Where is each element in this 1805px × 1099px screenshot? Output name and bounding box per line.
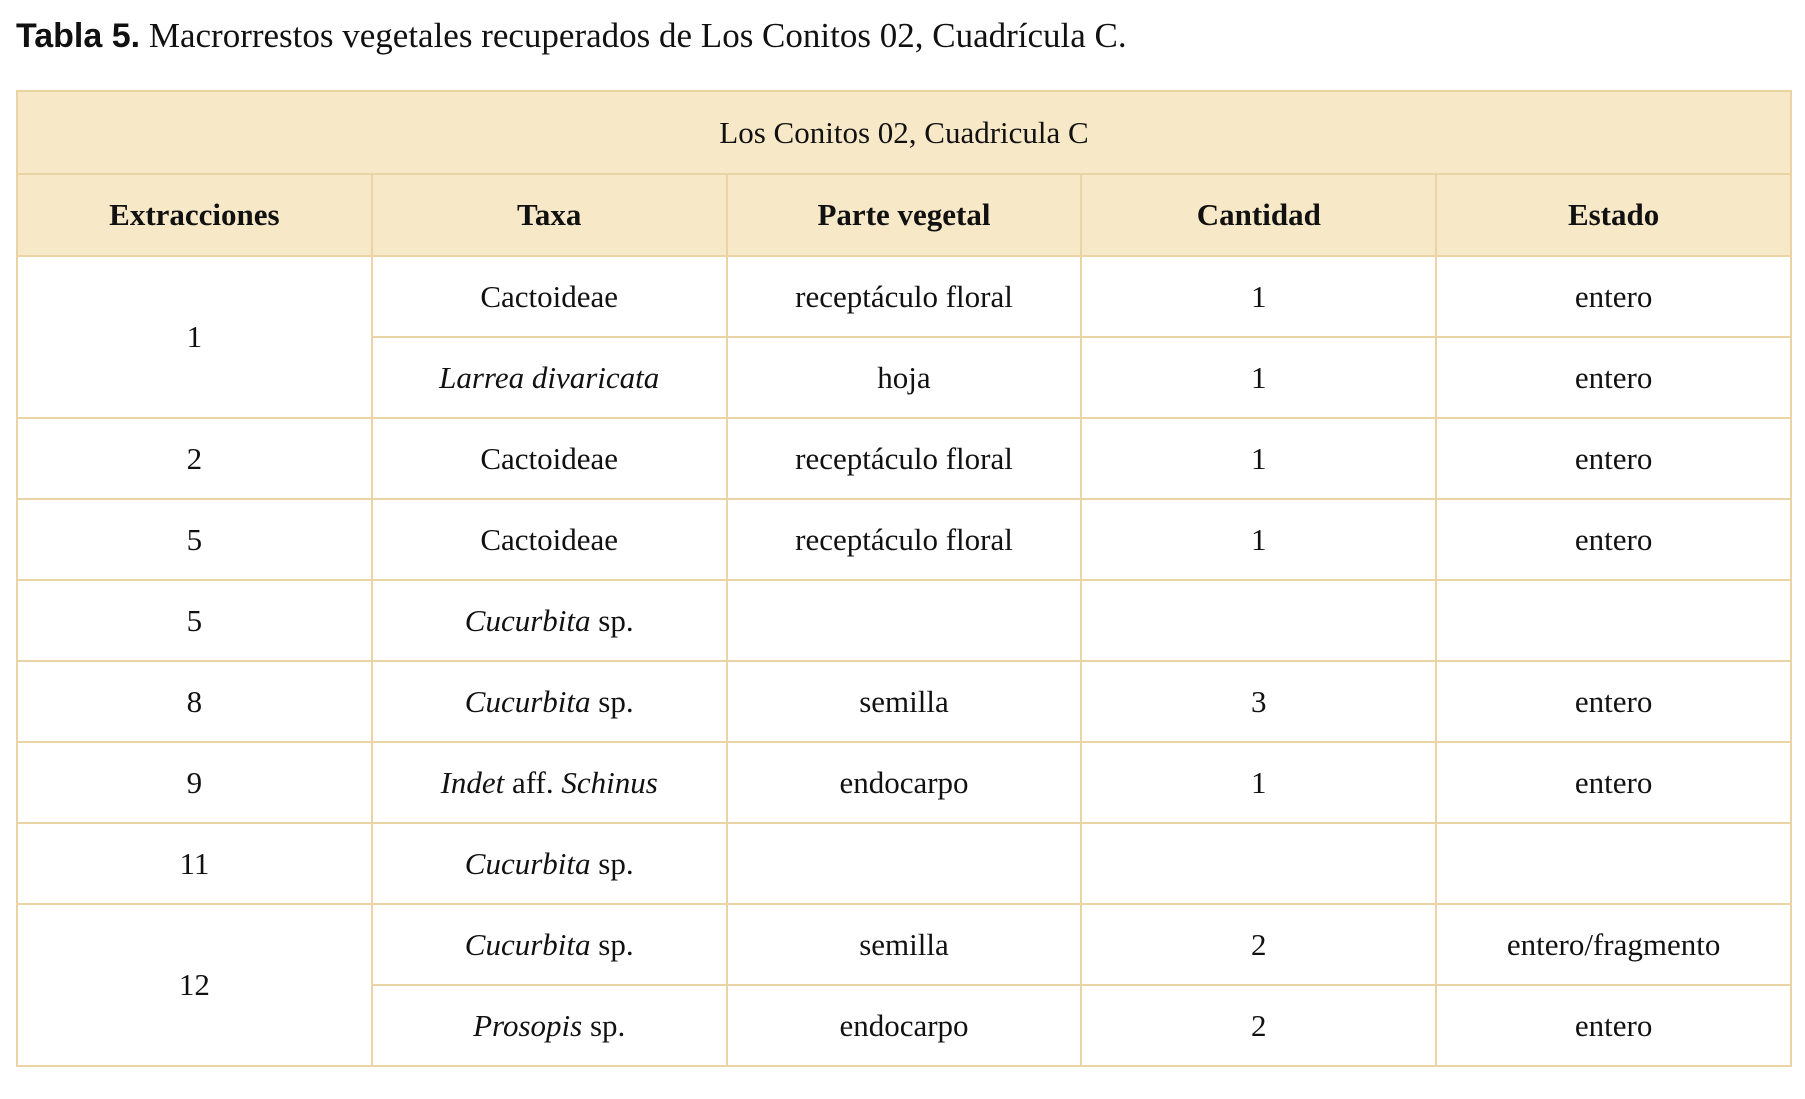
taxa-italic: Cucurbita (464, 683, 591, 719)
cell-extraccion: 11 (17, 823, 372, 904)
cell-taxa (372, 904, 727, 985)
table-row (17, 580, 1791, 661)
cell-estado: entero (1436, 418, 1791, 499)
taxa-italic: Cucurbita (464, 845, 591, 881)
caption-label: Tabla 5. (16, 17, 141, 55)
taxa-plain: sp. (590, 683, 634, 719)
cell-extraccion: 1 (17, 256, 372, 418)
taxa-italic-genus: Schinus (561, 764, 658, 800)
taxa-plain: Cactoideae (480, 278, 619, 314)
cell-cantidad: 1 (1081, 742, 1436, 823)
cell-extraccion: 8 (17, 661, 372, 742)
table-row (17, 904, 1791, 985)
taxa-italic: Prosopis (473, 1007, 583, 1043)
cell-taxa (372, 823, 727, 904)
cell-cantidad: 1 (1081, 418, 1436, 499)
cell-extraccion: 5 (17, 580, 372, 661)
table-row (17, 418, 1791, 499)
cell-extraccion: 2 (17, 418, 372, 499)
table-row (17, 256, 1791, 337)
cell-extraccion: 5 (17, 499, 372, 580)
cell-taxa (372, 580, 727, 661)
cell-estado: entero (1436, 985, 1791, 1066)
taxa-plain: sp. (590, 845, 634, 881)
cell-parte-vegetal: semilla (727, 661, 1082, 742)
cell-taxa (372, 337, 727, 418)
cell-taxa (372, 256, 727, 337)
cell-cantidad: 1 (1081, 337, 1436, 418)
cell-cantidad (1081, 580, 1436, 661)
cell-parte-vegetal (727, 580, 1082, 661)
cell-cantidad: 1 (1081, 499, 1436, 580)
cell-taxa (372, 418, 727, 499)
taxa-plain: aff. (504, 764, 562, 800)
cell-estado (1436, 823, 1791, 904)
taxa-plain: sp. (590, 602, 634, 638)
taxa-italic: Indet (440, 764, 505, 800)
cell-estado: entero (1436, 256, 1791, 337)
column-header-taxa: Taxa (372, 174, 727, 256)
cell-cantidad: 2 (1081, 904, 1436, 985)
cell-cantidad: 1 (1081, 256, 1436, 337)
cell-taxa (372, 499, 727, 580)
table-row (17, 661, 1791, 742)
cell-extraccion: 9 (17, 742, 372, 823)
cell-parte-vegetal: endocarpo (727, 742, 1082, 823)
caption-text: Macrorrestos vegetales recuperados de Los Conitos 02, Cuadrícula C. (140, 16, 1127, 55)
cell-parte-vegetal (727, 823, 1082, 904)
cell-estado: entero (1436, 499, 1791, 580)
cell-taxa (372, 985, 727, 1066)
cell-parte-vegetal: endocarpo (727, 985, 1082, 1066)
cell-estado: entero (1436, 742, 1791, 823)
cell-estado (1436, 580, 1791, 661)
taxa-plain: Cactoideae (480, 440, 619, 476)
column-header-cantidad: Cantidad (1081, 174, 1436, 256)
table-row (17, 742, 1791, 823)
cell-parte-vegetal: receptáculo floral (727, 256, 1082, 337)
cell-estado: entero (1436, 661, 1791, 742)
taxa-plain: sp. (590, 926, 634, 962)
taxa-italic: Larrea divaricata (439, 359, 660, 395)
table-group-header: Los Conitos 02, Cuadricula C (17, 91, 1791, 174)
table-row (17, 499, 1791, 580)
table-caption (16, 12, 1127, 60)
taxa-plain: sp. (582, 1007, 626, 1043)
cell-parte-vegetal: receptáculo floral (727, 499, 1082, 580)
cell-taxa (372, 661, 727, 742)
cell-parte-vegetal: receptáculo floral (727, 418, 1082, 499)
cell-estado: entero/fragmento (1436, 904, 1791, 985)
cell-taxa (372, 742, 727, 823)
table-row (17, 823, 1791, 904)
taxa-plain: Cactoideae (480, 521, 619, 557)
taxa-italic: Cucurbita (464, 602, 591, 638)
column-header-extracciones: Extracciones (17, 174, 372, 256)
column-header-parte-vegetal: Parte vegetal (727, 174, 1082, 256)
cell-extraccion: 12 (17, 904, 372, 1066)
column-header-estado: Estado (1436, 174, 1791, 256)
cell-cantidad: 3 (1081, 661, 1436, 742)
cell-cantidad: 2 (1081, 985, 1436, 1066)
cell-parte-vegetal: hoja (727, 337, 1082, 418)
taxa-italic: Cucurbita (464, 926, 591, 962)
cell-parte-vegetal: semilla (727, 904, 1082, 985)
cell-estado: entero (1436, 337, 1791, 418)
cell-cantidad (1081, 823, 1436, 904)
macrorrestos-table (16, 90, 1792, 1067)
